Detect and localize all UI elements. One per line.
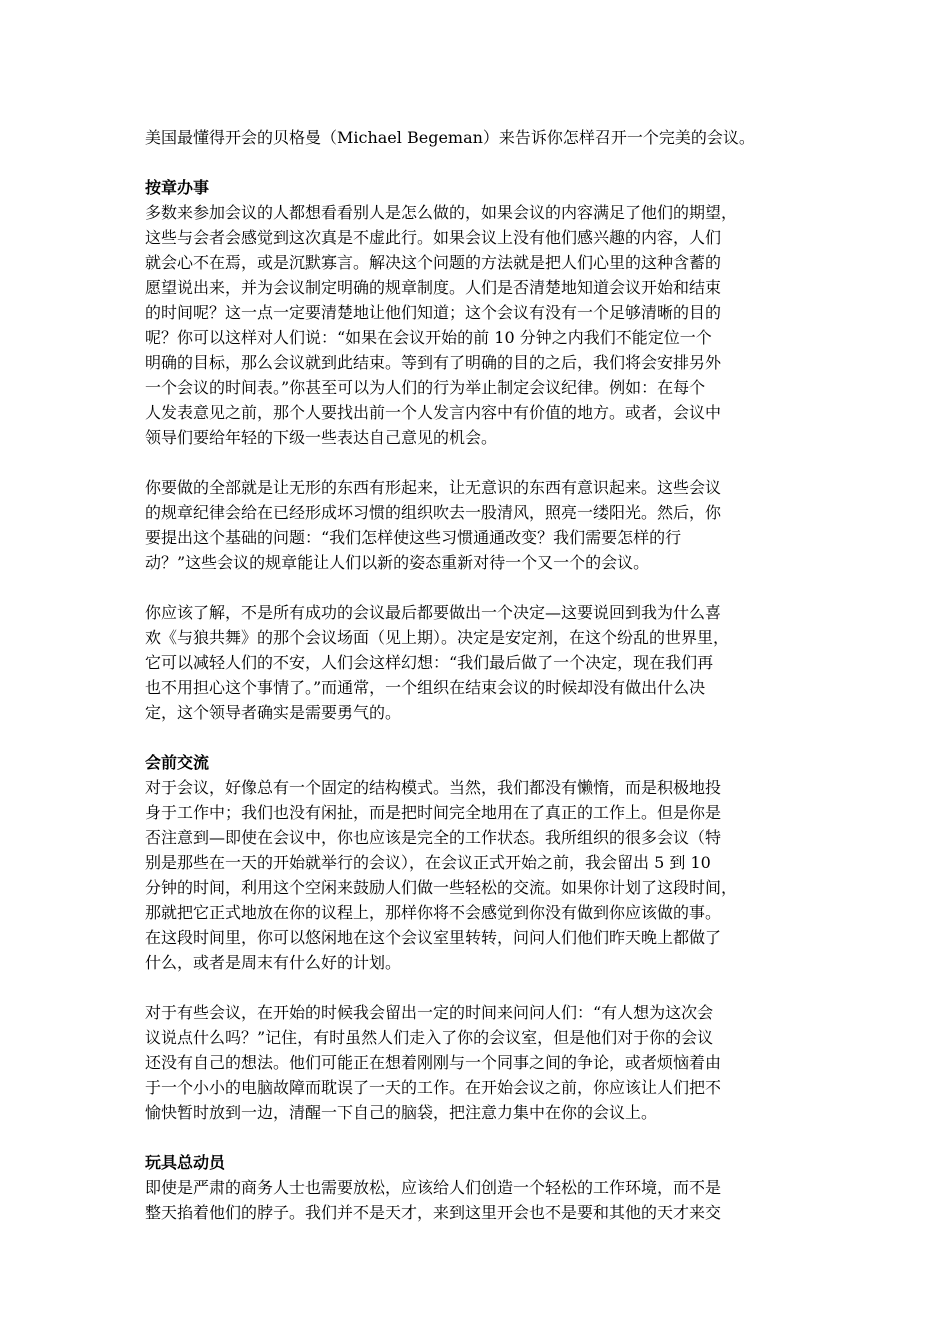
- text-line: 的规章纪律会给在已经形成坏习惯的组织吹去一股清风，照亮一缕阳光。然后，你: [145, 503, 722, 522]
- text-line: 在这段时间里，你可以悠闲地在这个会议室里转转，问问人们他们昨天晚上都做了: [145, 928, 722, 947]
- text-line: 人发表意见之前，那个人要找出前一个人发言内容中有价值的地方。或者，会议中: [145, 403, 722, 422]
- text-line: 这些与会者会感觉到这次真是不虚此行。如果会议上没有他们感兴趣的内容，人们: [145, 228, 722, 247]
- text-line: 多数来参加会议的人都想看看别人是怎么做的，如果会议的内容满足了他们的期望，: [145, 203, 738, 222]
- text-line: 即使是严肃的商务人士也需要放松，应该给人们创造一个轻松的工作环境，而不是: [145, 1178, 722, 1197]
- paragraph: [145, 1175, 810, 1225]
- paragraph-gap: [145, 575, 810, 600]
- text-line: 欢《与狼共舞》的那个会议场面（见上期）。决定是安定剂，在这个纷乱的世界里，: [145, 628, 730, 647]
- document-body: [145, 125, 810, 1225]
- text-line: 的时间呢？这一点一定要清楚地让他们知道；这个会议有没有一个足够清晰的目的: [145, 303, 722, 322]
- text-line: 分钟的时间，利用这个空闲来鼓励人们做一些轻松的交流。如果你计划了这段时间，: [145, 878, 738, 897]
- paragraph: [145, 600, 810, 725]
- text-line: 也不用担心这个事情了。”而通常，一个组织在结束会议的时候却没有做出什么决: [145, 678, 706, 697]
- paragraph: [145, 475, 810, 575]
- text-line: 就会心不在焉，或是沉默寡言。解决这个问题的方法就是把人们心里的这种含蓄的: [145, 253, 722, 272]
- paragraph: [145, 775, 810, 975]
- text-line: 于一个小小的电脑故障而耽误了一天的工作。在开始会议之前，你应该让人们把不: [145, 1078, 722, 1097]
- text-line: 对于会议，好像总有一个固定的结构模式。当然，我们都没有懒惰，而是积极地投: [145, 778, 722, 797]
- text-line: 还没有自己的想法。他们可能正在想着刚刚与一个同事之间的争论，或者烦恼着由: [145, 1053, 722, 1072]
- paragraph-gap: [145, 450, 810, 475]
- paragraph-gap: [145, 150, 810, 175]
- text-line: 定，这个领导者确实是需要勇气的。: [145, 703, 402, 722]
- text-line: 对于有些会议，在开始的时候我会留出一定的时间来问问人们：“有人想为这次会: [145, 1003, 714, 1022]
- text-line: 愉快暂时放到一边，清醒一下自己的脑袋，把注意力集中在你的会议上。: [145, 1103, 658, 1122]
- text-line: 要提出这个基础的问题：“我们怎样使这些习惯通通改变？我们需要怎样的行: [145, 528, 682, 547]
- text-line: 议说点什么吗？”记住，有时虽然人们走入了你的会议室，但是他们对于你的会议: [145, 1028, 714, 1047]
- text-line: 什么，或者是周末有什么好的计划。: [145, 953, 402, 972]
- paragraph-gap: [145, 975, 810, 1000]
- text-line: 你要做的全部就是让无形的东西有形起来，让无意识的东西有意识起来。这些会议: [145, 478, 722, 497]
- text-line: 动？”这些会议的规章能让人们以新的姿态重新对待一个又一个的会议。: [145, 553, 650, 572]
- text-line: 身于工作中；我们也没有闲扯，而是把时间完全地用在了真正的工作上。但是你是: [145, 803, 722, 822]
- text-line: 那就把它正式地放在你的议程上，那样你将不会感觉到你没有做到你应该做的事。: [145, 903, 722, 922]
- paragraph-gap: [145, 725, 810, 750]
- text-line: 愿望说出来，并为会议制定明确的规章制度。人们是否清楚地知道会议开始和结束: [145, 278, 722, 297]
- text-line: 明确的目标，那么会议就到此结束。等到有了明确的目的之后，我们将会安排另外: [145, 353, 722, 372]
- text-line: 它可以减轻人们的不安，人们会这样幻想：“我们最后做了一个决定，现在我们再: [145, 653, 714, 672]
- section-heading: 按章办事: [145, 178, 210, 197]
- section-heading: 会前交流: [145, 753, 210, 772]
- text-line: 领导们要给年轻的下级一些表达自己意见的机会。: [145, 428, 498, 447]
- section-heading: 玩具总动员: [145, 1153, 226, 1172]
- text-line: 你应该了解，不是所有成功的会议最后都要做出一个决定—这要说回到我为什么喜: [145, 603, 722, 622]
- text-line: 否注意到—即使在会议中，你也应该是完全的工作状态。我所组织的很多会议（特: [145, 828, 722, 847]
- intro-line: 美国最懂得开会的贝格曼（Michael Begeman）来告诉你怎样召开一个完美的会议。: [145, 128, 755, 147]
- paragraph: [145, 1000, 810, 1125]
- text-line: 别是那些在一天的开始就举行的会议），在会议正式开始之前，我会留出 5 到 10: [145, 853, 711, 872]
- text-line: 呢？你可以这样对人们说：“如果在会议开始的前 10 分钟之内我们不能定位一个: [145, 328, 712, 347]
- text-line: 一个会议的时间表。”你甚至可以为人们的行为举止制定会议纪律。例如：在每个: [145, 378, 706, 397]
- text-line: 整天掐着他们的脖子。我们并不是天才，来到这里开会也不是要和其他的天才来交: [145, 1203, 722, 1222]
- paragraph: [145, 200, 810, 450]
- paragraph-gap: [145, 1125, 810, 1150]
